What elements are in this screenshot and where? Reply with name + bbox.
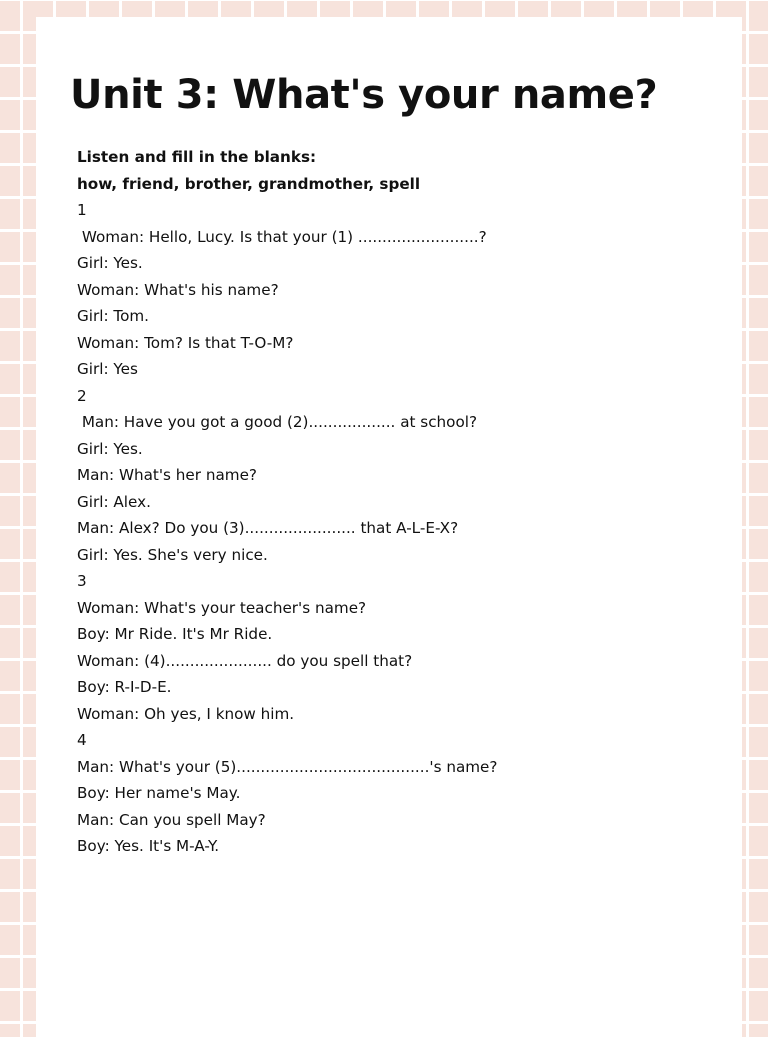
- dialogue-line: Girl: Yes.: [77, 254, 143, 272]
- instruction-text: Listen and fill in the blanks:: [77, 148, 317, 166]
- dialogue-line: Man: What's her name?: [77, 466, 257, 484]
- dialogue-line: 1: [77, 201, 87, 219]
- dialogue-line: Boy: R-I-D-E.: [77, 678, 172, 696]
- dialogue-line: 4: [77, 731, 87, 749]
- dialogue-line: Woman: What's your teacher's name?: [77, 598, 367, 617]
- exercise-body: [77, 144, 717, 860]
- dialogue-line: Woman: Oh yes, I know him.: [77, 704, 295, 723]
- dialogue-line: Boy: Her name's May.: [77, 784, 241, 802]
- dialogue-line: Man: Have you got a good (2).................. at school?: [77, 413, 478, 431]
- dialogue-line: 2: [77, 386, 87, 405]
- dialogue-line: 3: [77, 572, 87, 590]
- dialogue-line: Woman: Hello, Lucy. Is that your (1) .........................?: [77, 227, 487, 246]
- dialogue-line: Girl: Tom.: [77, 307, 150, 325]
- dialogue-line: Woman: (4)...................... do you spell that?: [77, 651, 413, 670]
- dialogue-line: Woman: What's his name?: [77, 280, 279, 299]
- dialogue-line: Man: What's your (5)........................................'s name?: [77, 757, 498, 776]
- dialogue-line: Girl: Yes.: [77, 439, 143, 458]
- dialogue-line: Boy: Yes. It's M-A-Y.: [77, 837, 220, 855]
- dialogue-line: Girl: Alex.: [77, 492, 151, 511]
- dialogue-line: Girl: Yes. She's very nice.: [77, 545, 268, 564]
- worksheet-page: [36, 17, 742, 1037]
- word-bank: how, friend, brother, grandmother, spell: [77, 174, 421, 193]
- dialogue-line: Girl: Yes: [77, 360, 138, 378]
- page-title: Unit 3: What's your name?: [70, 72, 658, 118]
- dialogue-line: Man: Can you spell May?: [77, 810, 266, 829]
- dialogue-line: Man: Alex? Do you (3)....................... that A-L-E-X?: [77, 519, 459, 537]
- dialogue-line: Woman: Tom? Is that T-O-M?: [77, 333, 294, 352]
- dialogue-line: Boy: Mr Ride. It's Mr Ride.: [77, 625, 273, 643]
